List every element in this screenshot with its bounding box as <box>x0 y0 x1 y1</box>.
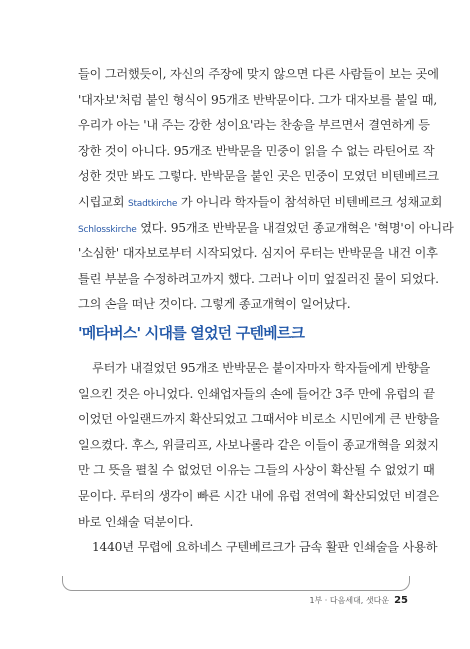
text-fragment: 였다. 95개조 반박문을 내걸었던 종교개혁은 '혁명'이 아니라 <box>136 220 454 235</box>
latin-term-stadtkirche: Stadtkirche <box>127 198 178 209</box>
text-line: 그의 손을 떠난 것이다. 그렇게 종교개혁이 일어났다. <box>78 297 351 312</box>
body-paragraph-1 <box>78 62 454 318</box>
page-footer <box>250 595 408 606</box>
text-line: 들이 그러했듯이, 자신의 주장에 맞지 않으면 다른 사람들이 보는 곳에 <box>78 67 439 81</box>
text-line: 만 그 뜻을 펼칠 수 없었던 이유는 그들의 사상이 확산될 수 없었기 때 <box>78 463 435 478</box>
footer-rule <box>62 576 410 591</box>
text-fragment: 시립교회 <box>78 194 128 209</box>
text-line <box>78 216 454 242</box>
body-paragraph-2 <box>78 356 440 561</box>
latin-term-schlosskirche: Schlosskirche <box>78 224 137 235</box>
page-number: 25 <box>394 595 408 606</box>
text-line: 문이다. 루터의 생각이 빠른 시간 내에 유럽 전역에 확산되었던 비결은 <box>78 488 439 503</box>
text-line: 우리가 아는 '내 주는 강한 성이요'라는 찬송을 부르면서 결연하게 등 <box>78 118 430 133</box>
footer-section-title: 1부 · 다음세대, 샛다운 <box>309 596 390 605</box>
text-line: 장한 것이 아니다. 95개조 반박문을 민중이 읽을 수 없는 라틴어로 작 <box>78 143 435 158</box>
text-fragment: 가 아니라 학자들이 참석하던 비텐베르크 성채교회 <box>177 194 443 209</box>
text-line: 루터가 내걸었던 95개조 반박문은 붙이자마자 학자들에게 반향을 <box>92 361 431 375</box>
text-line: 틀린 부분을 수정하려고까지 했다. 그러나 이미 엎질러진 물이 되었다. <box>78 271 439 286</box>
text-line: 일으켰다. 후스, 위클리프, 사보나롤라 같은 이들이 종교개혁을 외쳤지 <box>78 437 439 452</box>
text-line: '소심한' 대자보로부터 시작되었다. 심지어 루터는 반박문을 내건 이후 <box>78 246 438 261</box>
text-line: '대자보'처럼 붙인 형식이 95개조 반박문이다. 그가 대자보를 붙일 때, <box>78 92 438 107</box>
text-line: 바로 인쇄술 덕분이다. <box>78 514 194 529</box>
text-line: 성한 것만 봐도 그렇다. 반박문을 붙인 곳은 민중이 모였던 비텐베르크 <box>78 169 439 184</box>
text-line: 이었던 아일랜드까지 확산되었고 그때서야 비로소 시민에게 큰 반향을 <box>78 412 440 427</box>
text-line: 일으킨 것은 아니었다. 인쇄업자들의 손에 들어간 3주 만에 유럽의 끝 <box>78 386 435 401</box>
section-heading: '메타버스' 시대를 열었던 구텐베르크 <box>78 324 305 342</box>
text-line <box>78 190 443 216</box>
text-line: 1440년 무렵에 요하네스 구텐베르크가 금속 활판 인쇄술을 사용하 <box>92 540 438 555</box>
